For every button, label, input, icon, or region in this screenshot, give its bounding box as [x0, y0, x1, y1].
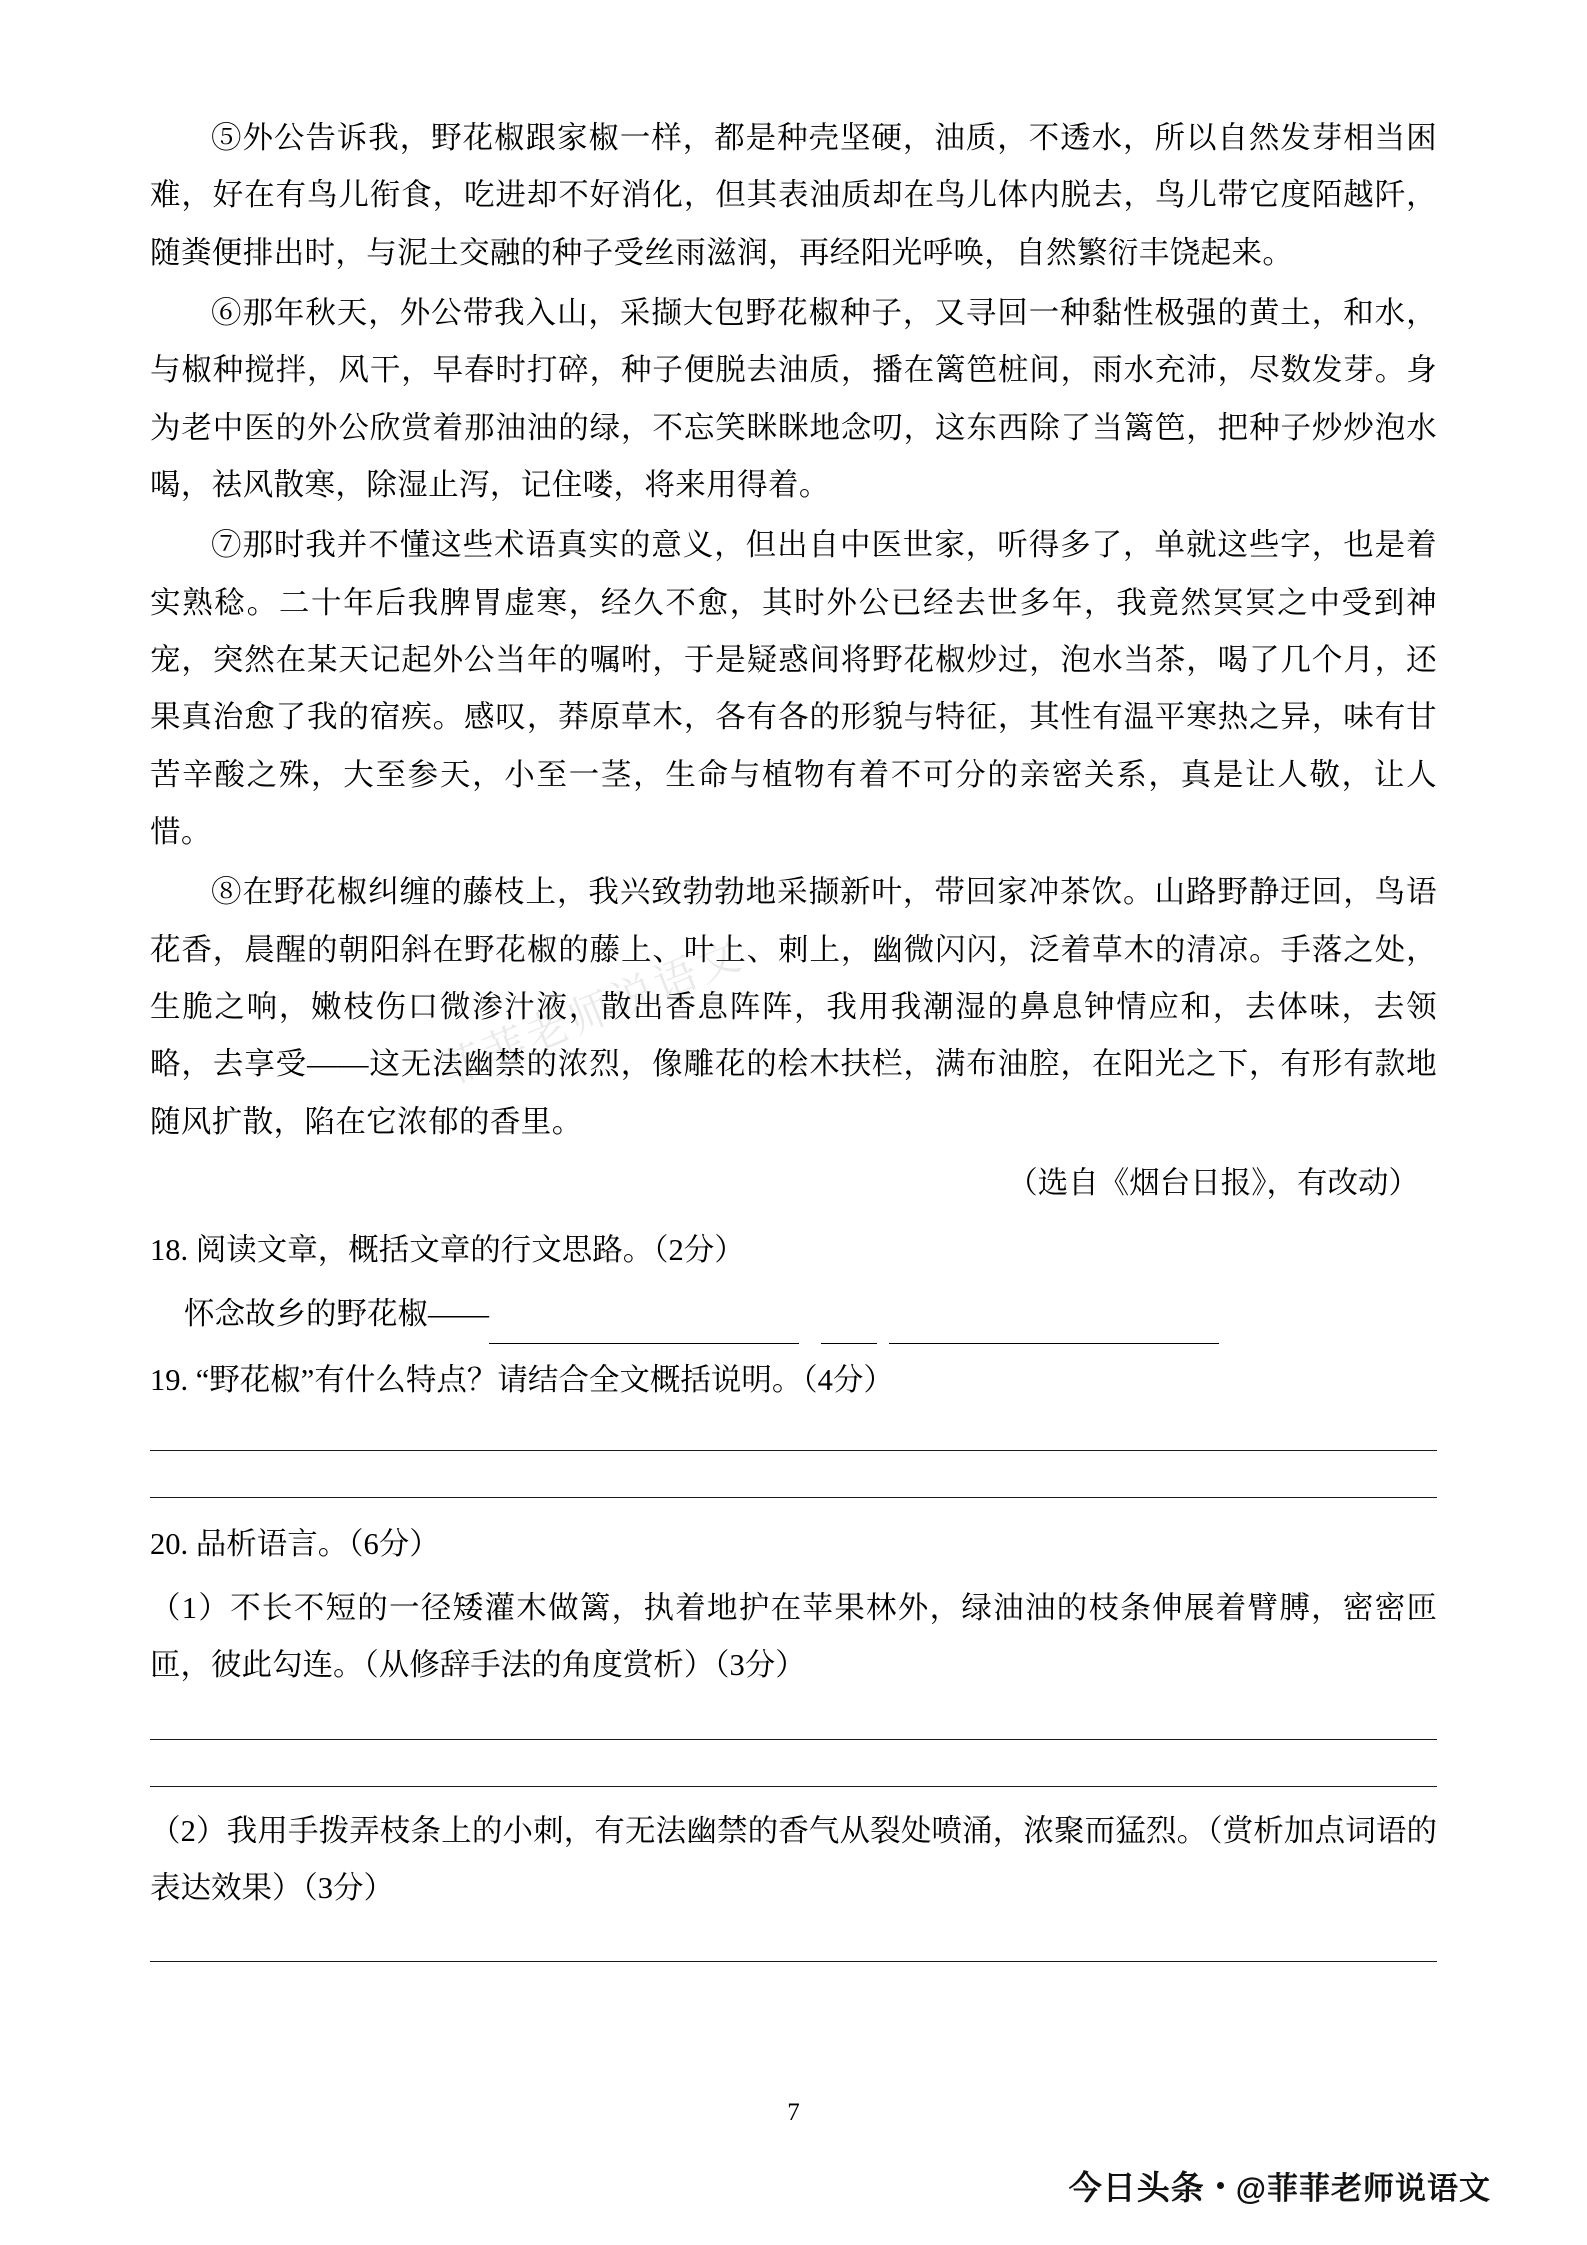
answer-rule-20-1-a[interactable] [150, 1739, 1437, 1740]
answer-blank-1[interactable] [489, 1313, 799, 1345]
question-18-answer-prefix: 怀念故乡的野花椒—— [184, 1297, 489, 1332]
answer-blank-2[interactable] [821, 1313, 877, 1345]
answer-rule-20-2-a[interactable] [150, 1961, 1437, 1962]
question-20-sub-2: （2）我用手拨弄枝条上的小刺，有无法幽禁的香气从裂处喷涌，浓聚而猛烈。（赏析加点词语的表达效果）（3分） [150, 1813, 1437, 1905]
question-20: 20. 品析语言。（6分） [150, 1527, 440, 1562]
account-name: @菲菲老师说语文 [1235, 2171, 1491, 2206]
footer-branding [1069, 2162, 1491, 2209]
answer-rule-19-1[interactable] [150, 1450, 1437, 1451]
paragraph-5: ⑤外公告诉我，野花椒跟家椒一样，都是种壳坚硬，油质，不透水，所以自然发芽相当困难，好在有鸟儿衔食，吃进却不好消化，但其表油质却在鸟儿体内脱去，鸟儿带它度陌越阡，随粪便排出时，与泥土交融的种子受丝雨滋润，再经阳光呼唤，自然繁衍丰饶起来。 [150, 121, 1437, 270]
separator-dot-icon [1217, 2182, 1224, 2189]
question-19: 19. “野花椒”有什么特点？请结合全文概括说明。（4分） [150, 1363, 894, 1398]
paragraph-6: ⑥那年秋天，外公带我入山，采撷大包野花椒种子，又寻回一种黏性极强的黄土，和水，与椒种搅拌，风干，早春时打碎，种子便脱去油质，播在篱笆桩间，雨水充沛，尽数发芽。身为老中医的外公欣赏着那油油的绿，不忘笑眯眯地念叨，这东西除了当篱笆，把种子炒炒泡水喝，祛风散寒，除湿止泻，记住喽，将来用得着。 [150, 295, 1437, 502]
watermark: 菲菲老师说语文 [433, 930, 751, 1095]
paragraph-7: ⑦那时我并不懂这些术语真实的意义，但出自中医世家，听得多了，单就这些字，也是着实熟稔。二十年后我脾胃虚寒，经久不愈，其时外公已经去世多年，我竟然冥冥之中受到神宠，突然在某天记起外公当年的嘱咐，于是疑惑间将野花椒炒过，泡水当茶，喝了几个月，还果真治愈了我的宿疾。感叹，莽原草木，各有各的形貌与特征，其性有温平寒热之异，味有甘苦辛酸之殊，大至参天，小至一茎，生命与植物有着不可分的亲密关系，真是让人敬，让人惜。 [150, 528, 1437, 849]
page-number: 7 [787, 2099, 800, 2126]
paragraph-8: ⑧在野花椒纠缠的藤枝上，我兴致勃勃地采撷新叶，带回家冲茶饮。山路野静迂回，鸟语花香，晨醒的朝阳斜在野花椒的藤上、叶上、刺上，幽微闪闪，泛着草木的清凉。手落之处，生脆之响，嫩枝伤口微渗汁液，散出香息阵阵，我用我潮湿的鼻息钟情应和，去体味，去领略，去享受——这无法幽禁的浓烈，像雕花的桧木扶栏，满布油腔，在阳光之下，有形有款地随风扩散，陷在它浓郁的香里。 [150, 875, 1437, 1139]
question-18: 18. 阅读文章，概括文章的行文思路。（2分） [150, 1233, 745, 1268]
toutiao-logo: 今日头条 [1068, 2169, 1205, 2206]
source-note: （选自《烟台日报》，有改动） [1007, 1165, 1419, 1200]
answer-blank-3[interactable] [889, 1313, 1219, 1345]
question-20-sub-1: （1）不长不短的一径矮灌木做篱，执着地护在苹果林外，绿油油的枝条伸展着臂膊，密密匝匝，彼此勾连。（从修辞手法的角度赏析）（3分） [150, 1590, 1437, 1683]
question-18-answer-line [150, 1286, 1437, 1344]
